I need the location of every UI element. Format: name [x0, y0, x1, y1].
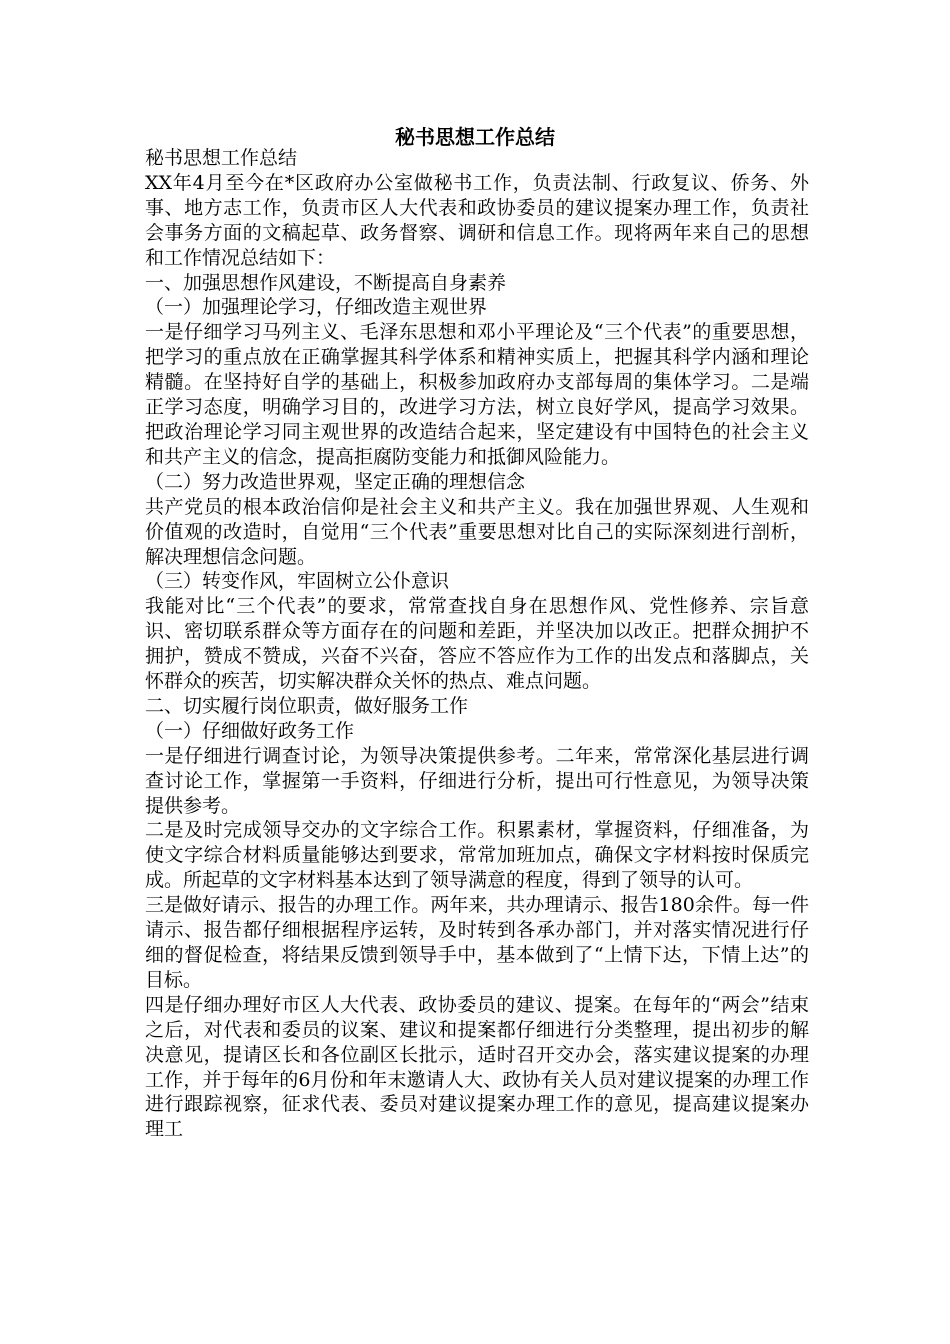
section-heading: 一、加强思想作风建设，不断提高自身素养	[145, 271, 507, 294]
document-title: 秘书思想工作总结	[395, 125, 555, 149]
paragraph: XX年4月至今在*区政府办公室做秘书工作，负责法制、行政复议、侨务、外事、地方志工作，负责市区人大代表和政协委员的建议提案办理工作，负责社会事务方面的文稿起草、政务督察、调研和信息工作。现将两年来自己的思想和工作情况总结如下：	[145, 171, 809, 269]
paragraph: 二是及时完成领导交办的文字综合工作。积累素材，掌握资料，仔细准备，为使文字综合材料质量能够达到要求，常常加班加点，确保文字材料按时保质完成。所起草的文字材料基本达到了领导满意的程度，得到了领导的认可。	[145, 819, 809, 892]
subsection-heading: （一）仔细做好政务工作	[145, 719, 355, 742]
paragraph: 三是做好请示、报告的办理工作。两年来，共办理请示、报告180余件。每一件请示、报告都仔细根据程序运转，及时转到各承办部门，并对落实情况进行仔细的督促检查，将结果反馈到领导手中，基本做到了“上情下达，下情上达”的目标。	[145, 894, 809, 991]
paragraph: 共产党员的根本政治信仰是社会主义和共产主义。我在加强世界观、人生观和价值观的改造时，自觉用“三个代表”重要思想对比自己的实际深刻进行剖析，解决理想信念问题。	[145, 495, 809, 568]
paragraph: 一是仔细学习马列主义、毛泽东思想和邓小平理论及“三个代表”的重要思想，把学习的重点放在正确掌握其科学体系和精神实质上，把握其科学内涵和理论精髓。在坚持好自学的基础上，积极参加政府办支部每周的集体学习。二是端正学习态度，明确学习目的，改进学习方法，树立良好学风，提高学习效果。把政治理论学习同主观世界的改造结合起来，坚定建设有中国特色的社会主义和共产主义的信念，提高拒腐防变能力和抵御风险能力。	[145, 321, 809, 468]
paragraph: 一是仔细进行调查讨论，为领导决策提供参考。二年来，常常深化基层进行调查讨论工作，掌握第一手资料，仔细进行分析，提出可行性意见，为领导决策提供参考。	[145, 744, 809, 817]
paragraph: 秘书思想工作总结	[145, 147, 298, 169]
subsection-heading: （三）转变作风，牢固树立公仆意识	[145, 570, 450, 593]
subsection-heading: （一）加强理论学习，仔细改造主观世界	[145, 296, 488, 319]
section-heading: 二、切实履行岗位职责，做好服务工作	[145, 694, 469, 717]
paragraph: 四是仔细办理好市区人大代表、政协委员的建议、提案。在每年的“两会”结束之后，对代表和委员的议案、建议和提案都仔细进行分类整理，提出初步的解决意见，提请区长和各位副区长批示，适时召开交办会，落实建议提案的办理工作，并于每年的6月份和年末邀请人大、政协有关人员对建议提案的办理工作进行跟踪视察，征求代表、委员对建议提案办理工作的意见，提高建议提案办理工	[145, 993, 809, 1141]
document-body	[145, 146, 809, 1142]
paragraph: 我能对比“三个代表”的要求，常常查找自身在思想作风、党性修养、宗旨意识、密切联系群众等方面存在的问题和差距，并坚决加以改正。把群众拥护不拥护，赞成不赞成，兴奋不兴奋，答应不答应作为工作的出发点和落脚点，关怀群众的疾苦，切实解决群众关怀的热点、难点问题。	[145, 595, 809, 693]
subsection-heading: （二）努力改造世界观，坚定正确的理想信念	[145, 470, 526, 493]
